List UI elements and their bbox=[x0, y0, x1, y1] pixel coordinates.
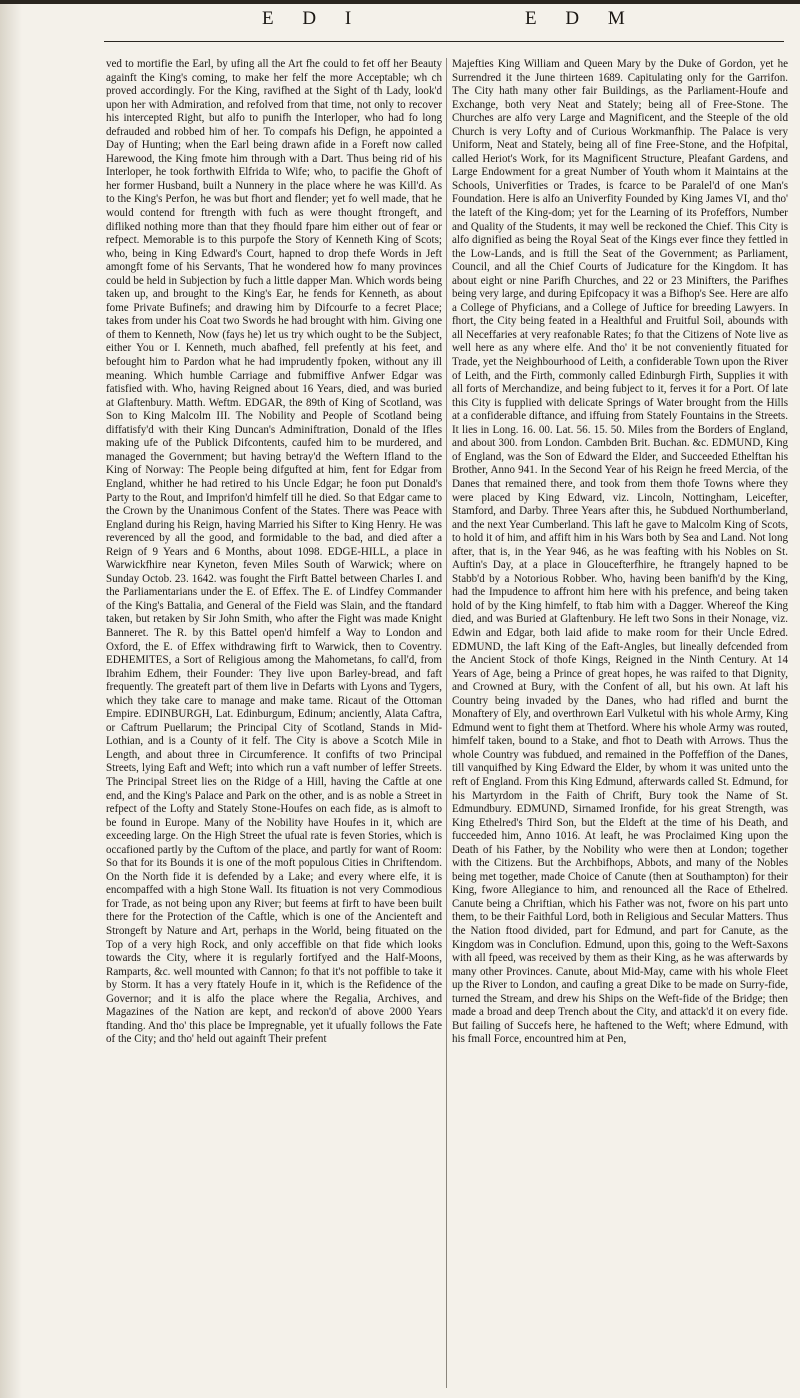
right-column bbox=[452, 58, 788, 1047]
running-head-right: E D M bbox=[525, 8, 637, 29]
top-border bbox=[0, 0, 800, 4]
column-divider bbox=[446, 58, 447, 1388]
header-rule-line bbox=[104, 41, 784, 42]
left-column bbox=[106, 58, 442, 1047]
running-head bbox=[0, 8, 800, 38]
running-head-left: E D I bbox=[262, 8, 364, 29]
right-column-text: Majefties King William and Queen Mary by the Duke of Gordon, yet he Surrendred it the June thirteen 1689. Capitulating only for the Garrifon. The City hath many other fair Buildings, as the Parliament-Houfe and Exchange, both very Neat and Stately; being all of Free-Stone. The Churches are alfo very Large and Magnificent, and the Steeple of the old Church is very Lofty and of Curious Workmanfhip. The Palace is very Uniform, Neat and Stately, being all of fine Free-Stone, and the Hofpital, called Heriot's Work, for its Magnificent Structure, Pleafant Gardens, and Large Endowment for a great Number of Youth whom it Maintains at the Schools, Univerfities or Trades, is fcarce to be Paralel'd of one Man's Foundation. Here is alfo an Univerfity Founded by King James VI, and tho' the lateft of the King-dom; yet for the Learning of its Profeffors, Number and Quality of the Students, it may well be reckoned the Chief. This City is alfo dignified as being the Royal Seat of the Kings ever fince they fettled in the Low-Lands, and is ftill the Seat of the Government; as Parliament, Council, and all the Chief Courts of Judicature for the Kingdom. It has about eight or nine Parifh Churches, and 22 or 23 Minifters, the Parifhes being very large, and during Epifcopacy it was a Bifhop's See. Here are alfo a College of Phyficians, and a College of Juftice for breeding Lawyers. In fhort, the City being feated in a Healthful and Fruitful Soil, abounds with all Neceffaries at very reafonable Rates; fo that the Citizens of Note live as well here as any where elfe. And tho' it be not conveniently fituated for Trade, yet the Neighbourhood of Leith, a confiderable Town upon the River of Leith, and the Firth, commonly called Edinburgh Firth, Supplies it with all forts of Merchandize, and being fubject to it, ferves it for a Port. Of late this City is fupplied with delicate Springs of Water brought from the Hills at a confiderable diftance, and iffuing from Stately Fountains in the Streets. It lies in Long. 16. 00. Lat. 56. 15. 50. Miles from the Borders of England, and about 300. from London. Cambden Brit. Buchan. &c. EDMUND, King of England, was the Son of Edward the Elder, and Succeeded Ethelftan his Brother, Anno 941. In the Second Year of his Reign he freed Mercia, of the Danes that remained there, and took from them thofe Towns where they were placed by King Edward, viz. Lincoln, Nottingham, Leicefter, Stamford, and Darby. Three Years after this, he Subdued Northumberland, and the next Year Cumberland. This laft he gave to Malcolm King of Scots, to hold it of him, and affift him in his Wars both by Sea and Land. Not long after, that is, in the Year 946, as he was feafting with his Nobles on St. Auftin's Day, at a place in Gloucefterfhire, he ftrangely hapned to be Stabb'd by a Notorious Robber. Who, having been banifh'd by the King, had the Impudence to affront him here with his prefence, and being taken hold of by the King himfelf, to ftab him with a Dagger. Whereof the King died, and was Buried at Glaftenbury. He left two Sons in their Nonage, viz. Edwin and Edgar, both laid afide to make room for their Uncle Edred. EDMUND, the laft King of the Eaft-Angles, but lineally defcended from the Ancient Stock of thofe Kings, Reigned in the Ninth Century. At 14 Years of Age, being a Prince of great hopes, he was raifed to that Dignity, and Crowned at Bury, with the Confent of all, but his own. At laft his Country being invaded by the Danes, who had rifled and burnt the Monaftery of Ely, and overthrown Earl Vulketul with his whole Army, King Edmund went to fight them at Thetford. Where his whole Army was routed, himfelf taken, bound to a Stake, and fhot to Death with Arrows. Thus the whole Country was fubdued, and remained in the Poffeffion of the Danes, till vanquifhed by King Edward the Elder, by whom it was united unto the reft of England. From this King Edmund, afterwards called St. Edmund, for his Martyrdom in the Faith of Chrift, Bury took the Name of St. Edmundbury. EDMUND, Sirnamed Ironfide, for his great Strength, was King Ethelred's Third Son, but the Eldeft at the time of his Death, and fucceeded him, Anno 1016. At leaft, he was Proclaimed King upon the Death of his Father, by the Nobility who were then at London; together with the Citizens. But the Archbifhops, Abbots, and many of the Nobles being met together, made Choice of Canute (then at Southampton) for their King, fwore Allegiance to him, and renounced all the Race of Ethelred. Canute being a Chriftian, which his Father was not, fwore on his part unto them, to be their Faithful Lord, both in Religious and Secular Matters. Thus the Nation ftood divided, part for Edmund, and part for Canute, as the Kingdom was in Conclufion. Edmund, upon this, going to the Weft-Saxons with all fpeed, was received by them as their King, as he was afterwards by many other Provinces. Canute, about Mid-May, came with his whole Fleet up the River to London, and caufing a great Dike to be made on Surry-fide, turned the Stream, and drew his Ships on the Weft-fide of the Bridge; then made a broad and deep Trench about the City, and attack'd it on every fide. But failing of Succefs here, he haftened to the Weft; where Edmund, with his fmall Force, encountred him at Pen, bbox=[452, 58, 788, 1046]
left-column-text: ved to mortifie the Earl, by ufing all the Art fhe could to fet off her Beauty againft the King's coming, to make her felf the more Acceptable; wh ch proved accordingly. For the King, ravifhed at the Sight of th Lady, look'd upon her with Admiration, and refolved from that time, not only to recover his intercepted Right, but alfo to punifh the Interloper, who had fo long defrauded and robbed him of her. To compafs his Defign, he appointed a Day of Hunting; when the Earl being drawn afide in a Foreft now called Harewood, the King fmote him through with a Dart. Thus being rid of his Interloper, he took forthwith Elfrida to Wife; who, to pacifie the Ghoft of her former Husband, built a Nunnery in the place where he was Kill'd. As to the King's Perfon, he was but fhort and flender; yet fo well made, that he would contend for ftrength with fuch as were thought ftrongeft, and difliked nothing more than that they fhould fpare him either out of fear or refpect. Memorable is to this purpofe the Story of Kenneth King of Scots; who, being in King Edward's Court, hapned to drop thefe Words in Jeft amongft fome of his Servants, That he wondered how fo many provinces could be held in Subjection by fuch a little dapper Man. Which words being taken up, and brought to the King's Ear, he fends for Kenneth, as about fome Private Bufinefs; and drawing him by Difcourfe to a fecret Place; takes from under his Coat two Swords he had brought with him. Giving one of them to Kenneth, Now (fays he) let us try which ought to be the Subject, either You or I. Kenneth, much abafhed, fell prefently at his feet, and befought him to Pardon what he had imprudently fpoken, without any ill meaning. Which humble Carriage and fubmiffive Anfwer Edgar was fatisfied with. Who, having Reigned about 16 Years, died, and was buried at Glaftenbury. Matth. Weftm. EDGAR, the 89th of King of Scotland, was Son to King Malcolm III. The Nobility and People of Scotland being diffatisfy'd with their King Duncan's Adminiftration, Donald of the Ifles making ufe of the Publick Difcontents, caufed him to be murdered, and managed the Government; but having betray'd the Weftern Ifland to the King of Norway: The People being difgufted at him, fent for Edgar from England, whither he had retired to his Uncle Edgar; he foon put Donald's Party to the Rout, and Imprifon'd himfelf till he died. So that Edgar came to the Crown by the Unanimous Confent of the States. There was Peace with England during his Reign, having Married his Sifter to King Henry. He was reverenced by all the good, and formidable to the bad, and died after a Reign of 9 Years and 6 Months, about 1098. EDGE-HILL, a place in Warwickfhire near Kyneton, feven Miles South of Warwick; where on Sunday Octob. 23. 1642. was fought the Firft Battel between Charles I. and the Parliamentarians under the E. of Effex. The E. of Lindfey Commander of the King's Battalia, and General of the Field was Slain, and the ftandard taken, but retaken by Sir John Smith, who after the Fight was made Knight Banneret. The R. by this Battel open'd himfelf a Way to London and Oxford, the E. of Effex withdrawing firft to Warwick, then to Coventry. EDHEMITES, a Sort of Religious among the Mahometans, fo call'd, from Ibrahim Edhem, their Founder: They live upon Barley-bread, and faft frequently. The greateft part of them live in Defarts with Lyons and Tygers, which they take care to manage and make tame. Ricaut of the Ottoman Empire. EDINBURGH, Lat. Edinburgum, Edinum; anciently, Alata Caftra, or Caftrum Puellarum; the Principal City of Scotland, Stands in Mid-Lothian, and is a County of it felf. The City is above a Scotch Mile in Length, and about three in Circumference. It confifts of two Principal Streets, lying Eaft and Weft; into which run a vaft number of leffer Streets. The Principal Street lies on the Ridge of a Hill, having the Caftle at one end, and the King's Palace and Park on the other, and is as noble a Street in refpect of the Lofty and Stately Stone-Houfes on each fide, as is almoft to be found in Europe. Many of the Nobility have Houfes in it, which are exceeding large. On the High Street the ufual rate is feven Stories, which is occafioned partly by the Cuftom of the place, and partly for want of Room: So that for its Bounds it is one of the moft populous Cities in Chriftendom. On the North fide it is defended by a Lake; and every where elfe, it is encompaffed with a high Stone Wall. Its fituation is not very Commodious for Trade, as not being upon any River; but feems at firft to have been built there for the Protection of the Caftle, which is one of the Ancienteft and Strongeft by Nature and Art, perhaps in the World, being fituated on the Top of a very high Rock, and only acceffible on that fide which looks towards the City, where it is regularly fortifyed and the Half-Moons, Ramparts, &c. well mounted with Cannon; fo that it's not poffible to take it by Storm. It has a very ftately Houfe in it, which is the Refidence of the Governor; and it is alfo the place where the Regalia, Archives, and Magazines of the Nation are kept, and reckon'd of above 2000 Years ftanding. And tho' this place be Impregnable, yet it ufually follows the Fate of the City; and tho' held out againft Their prefent bbox=[106, 58, 442, 1046]
page-spine-shadow bbox=[0, 0, 22, 1398]
